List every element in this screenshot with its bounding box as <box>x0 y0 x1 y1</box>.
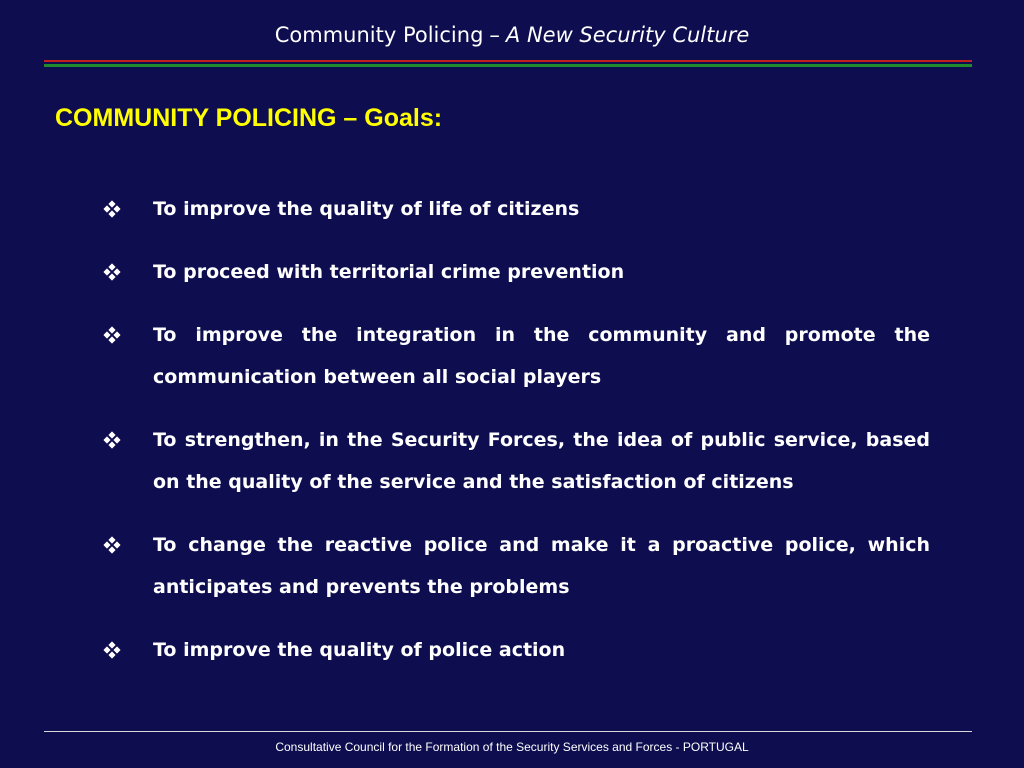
header-separator: – <box>489 23 500 47</box>
goal-item <box>100 524 930 608</box>
goal-text: To change the reactive police and make it a proactive police, which anticipates and prevents the problems <box>153 534 930 598</box>
four-diamond-bullet-icon <box>103 536 121 554</box>
goal-text: To improve the quality of life of citizens <box>153 198 580 220</box>
four-diamond-bullet-icon <box>103 263 121 281</box>
slide-header <box>0 20 1024 50</box>
goal-item <box>100 251 930 293</box>
goal-item <box>100 314 930 398</box>
four-diamond-bullet-icon <box>103 431 121 449</box>
goals-list <box>100 188 930 692</box>
goal-text: To proceed with territorial crime prevention <box>153 261 625 283</box>
footer-text: Consultative Council for the Formation of the Security Services and Forces - PORTUGAL <box>275 740 749 754</box>
header-divider-green <box>44 64 972 67</box>
header-subtitle: A New Security Culture <box>505 23 750 47</box>
goal-text: To improve the integration in the community and promote the communication between all social players <box>153 324 930 388</box>
goal-text: To strengthen, in the Security Forces, the idea of public service, based on the quality of the service and the satisfaction of citizens <box>153 429 930 493</box>
section-title: COMMUNITY POLICING – Goals: <box>55 104 443 132</box>
goal-text: To improve the quality of police action <box>153 639 566 661</box>
header-title: Community Policing <box>274 23 484 47</box>
goal-item <box>100 629 930 671</box>
goal-item <box>100 419 930 503</box>
four-diamond-bullet-icon <box>103 200 121 218</box>
goal-item <box>100 188 930 230</box>
header-divider-red <box>44 60 972 62</box>
four-diamond-bullet-icon <box>103 326 121 344</box>
four-diamond-bullet-icon <box>103 641 121 659</box>
footer-divider <box>44 731 972 732</box>
